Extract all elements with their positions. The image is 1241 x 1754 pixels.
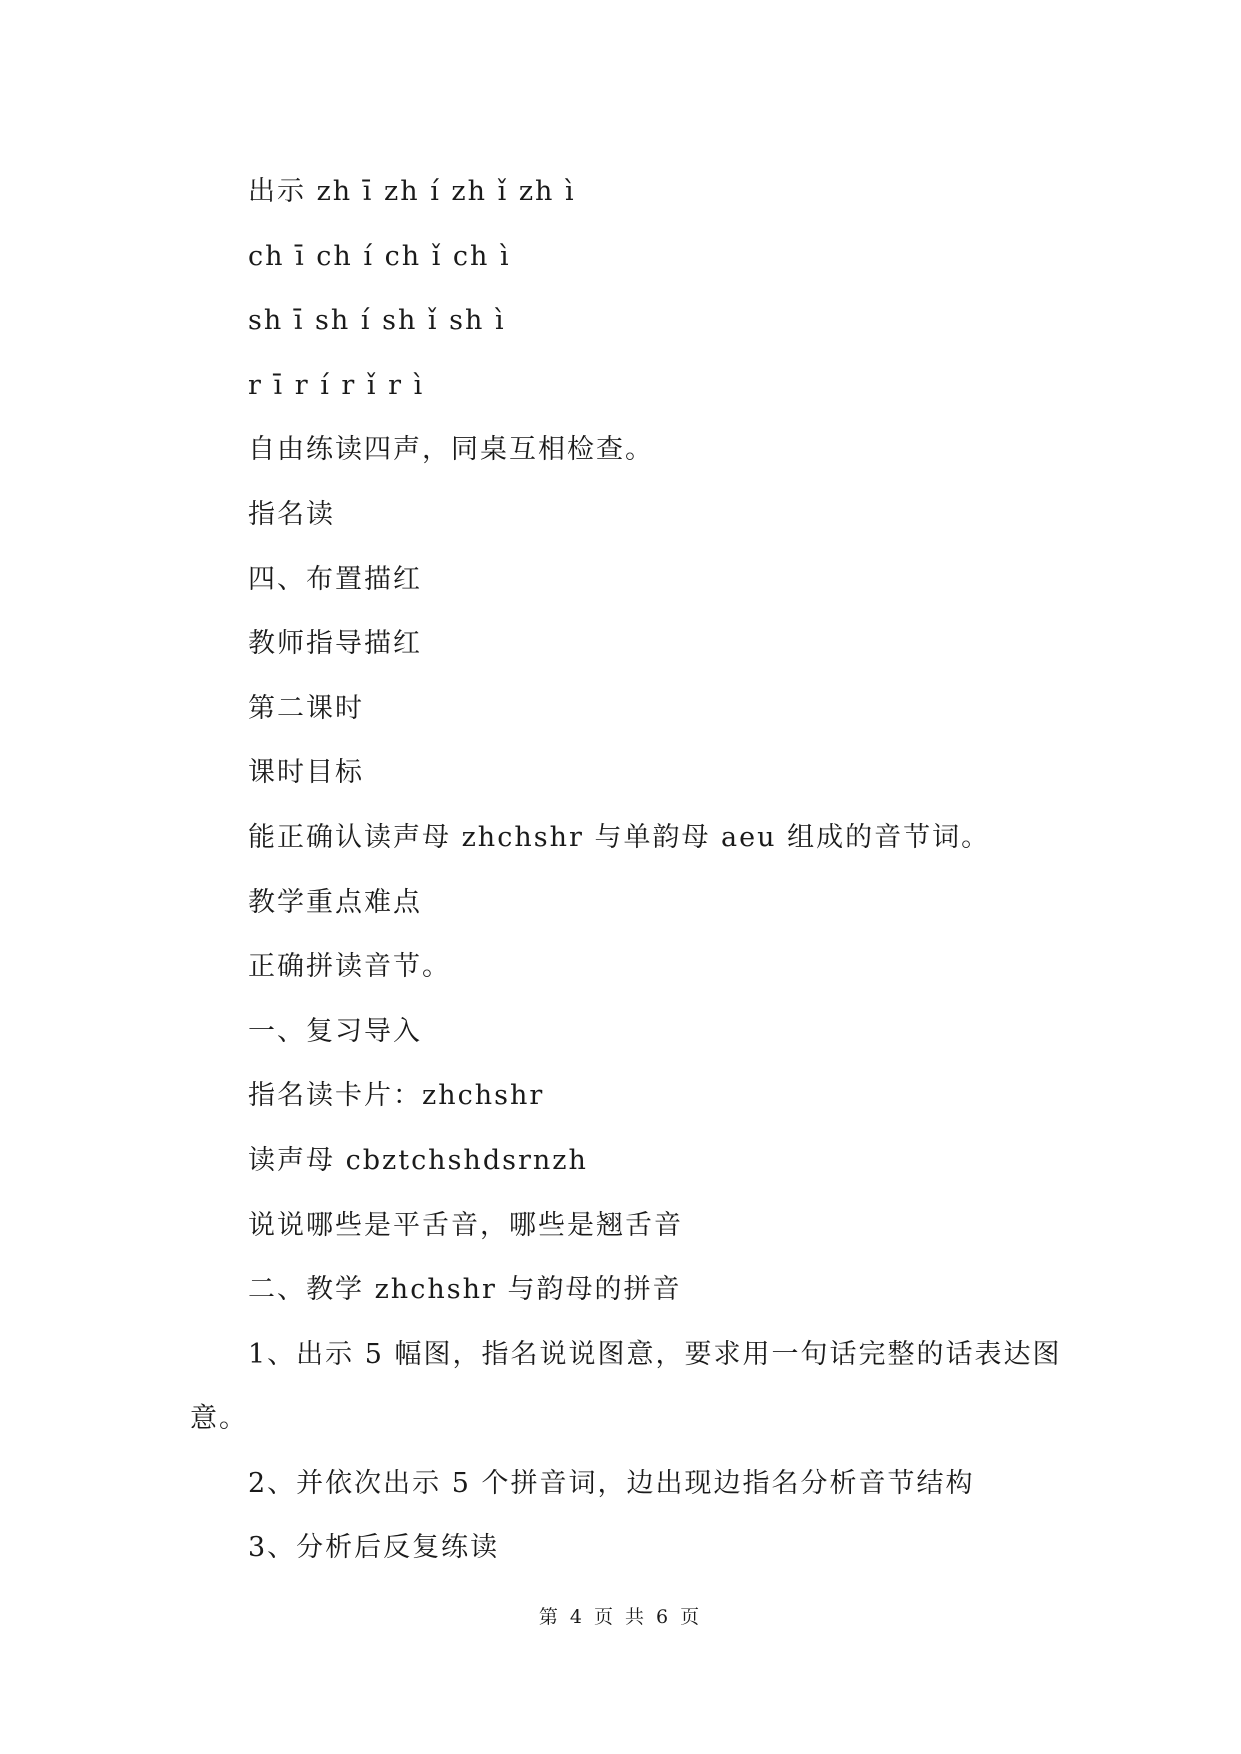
text-line: 指名读 xyxy=(248,498,335,530)
text-line-continuation: 意。 xyxy=(190,1403,248,1435)
text-line: 正确拼读音节。 xyxy=(248,951,451,983)
text-line: 教师指导描红 xyxy=(248,628,422,660)
text-line: 出示 zh ī zh í zh ǐ zh ì xyxy=(248,176,576,207)
text-line: r ī r í r ǐ r ì xyxy=(248,369,425,401)
text-line: 读声母 cbztchshdsrnzh xyxy=(248,1144,588,1176)
section-heading: 四、布置描红 xyxy=(248,563,422,595)
section-heading: 教学重点难点 xyxy=(248,886,422,918)
text-line: 1、出示 5 幅图，指名说说图意，要求用一句话完整的话表达图 xyxy=(248,1338,1062,1370)
text-line: 说说哪些是平舌音，哪些是翘舌音 xyxy=(248,1209,683,1241)
section-heading: 课时目标 xyxy=(248,757,364,789)
text-line: 指名读卡片：zhchshr xyxy=(248,1080,545,1112)
document-body xyxy=(190,160,1060,1581)
section-heading: 一、复习导入 xyxy=(248,1015,422,1047)
section-heading: 二、教学 zhchshr 与韵母的拼音 xyxy=(248,1274,682,1306)
text-line: 自由练读四声，同桌互相检查。 xyxy=(248,434,654,466)
text-line: sh ī sh í sh ǐ sh ì xyxy=(248,305,506,337)
text-line: ch ī ch í ch ǐ ch ì xyxy=(248,240,511,272)
text-line: 能正确认读声母 zhchshr 与单韵母 aeu 组成的音节词。 xyxy=(248,821,991,853)
page-number-footer: 第 4 页 共 6 页 xyxy=(538,1606,703,1628)
text-line: 2、并依次出示 5 个拼音词，边出现边指名分析音节结构 xyxy=(248,1467,975,1499)
text-line: 3、分析后反复练读 xyxy=(248,1532,500,1564)
section-heading: 第二课时 xyxy=(248,692,364,724)
